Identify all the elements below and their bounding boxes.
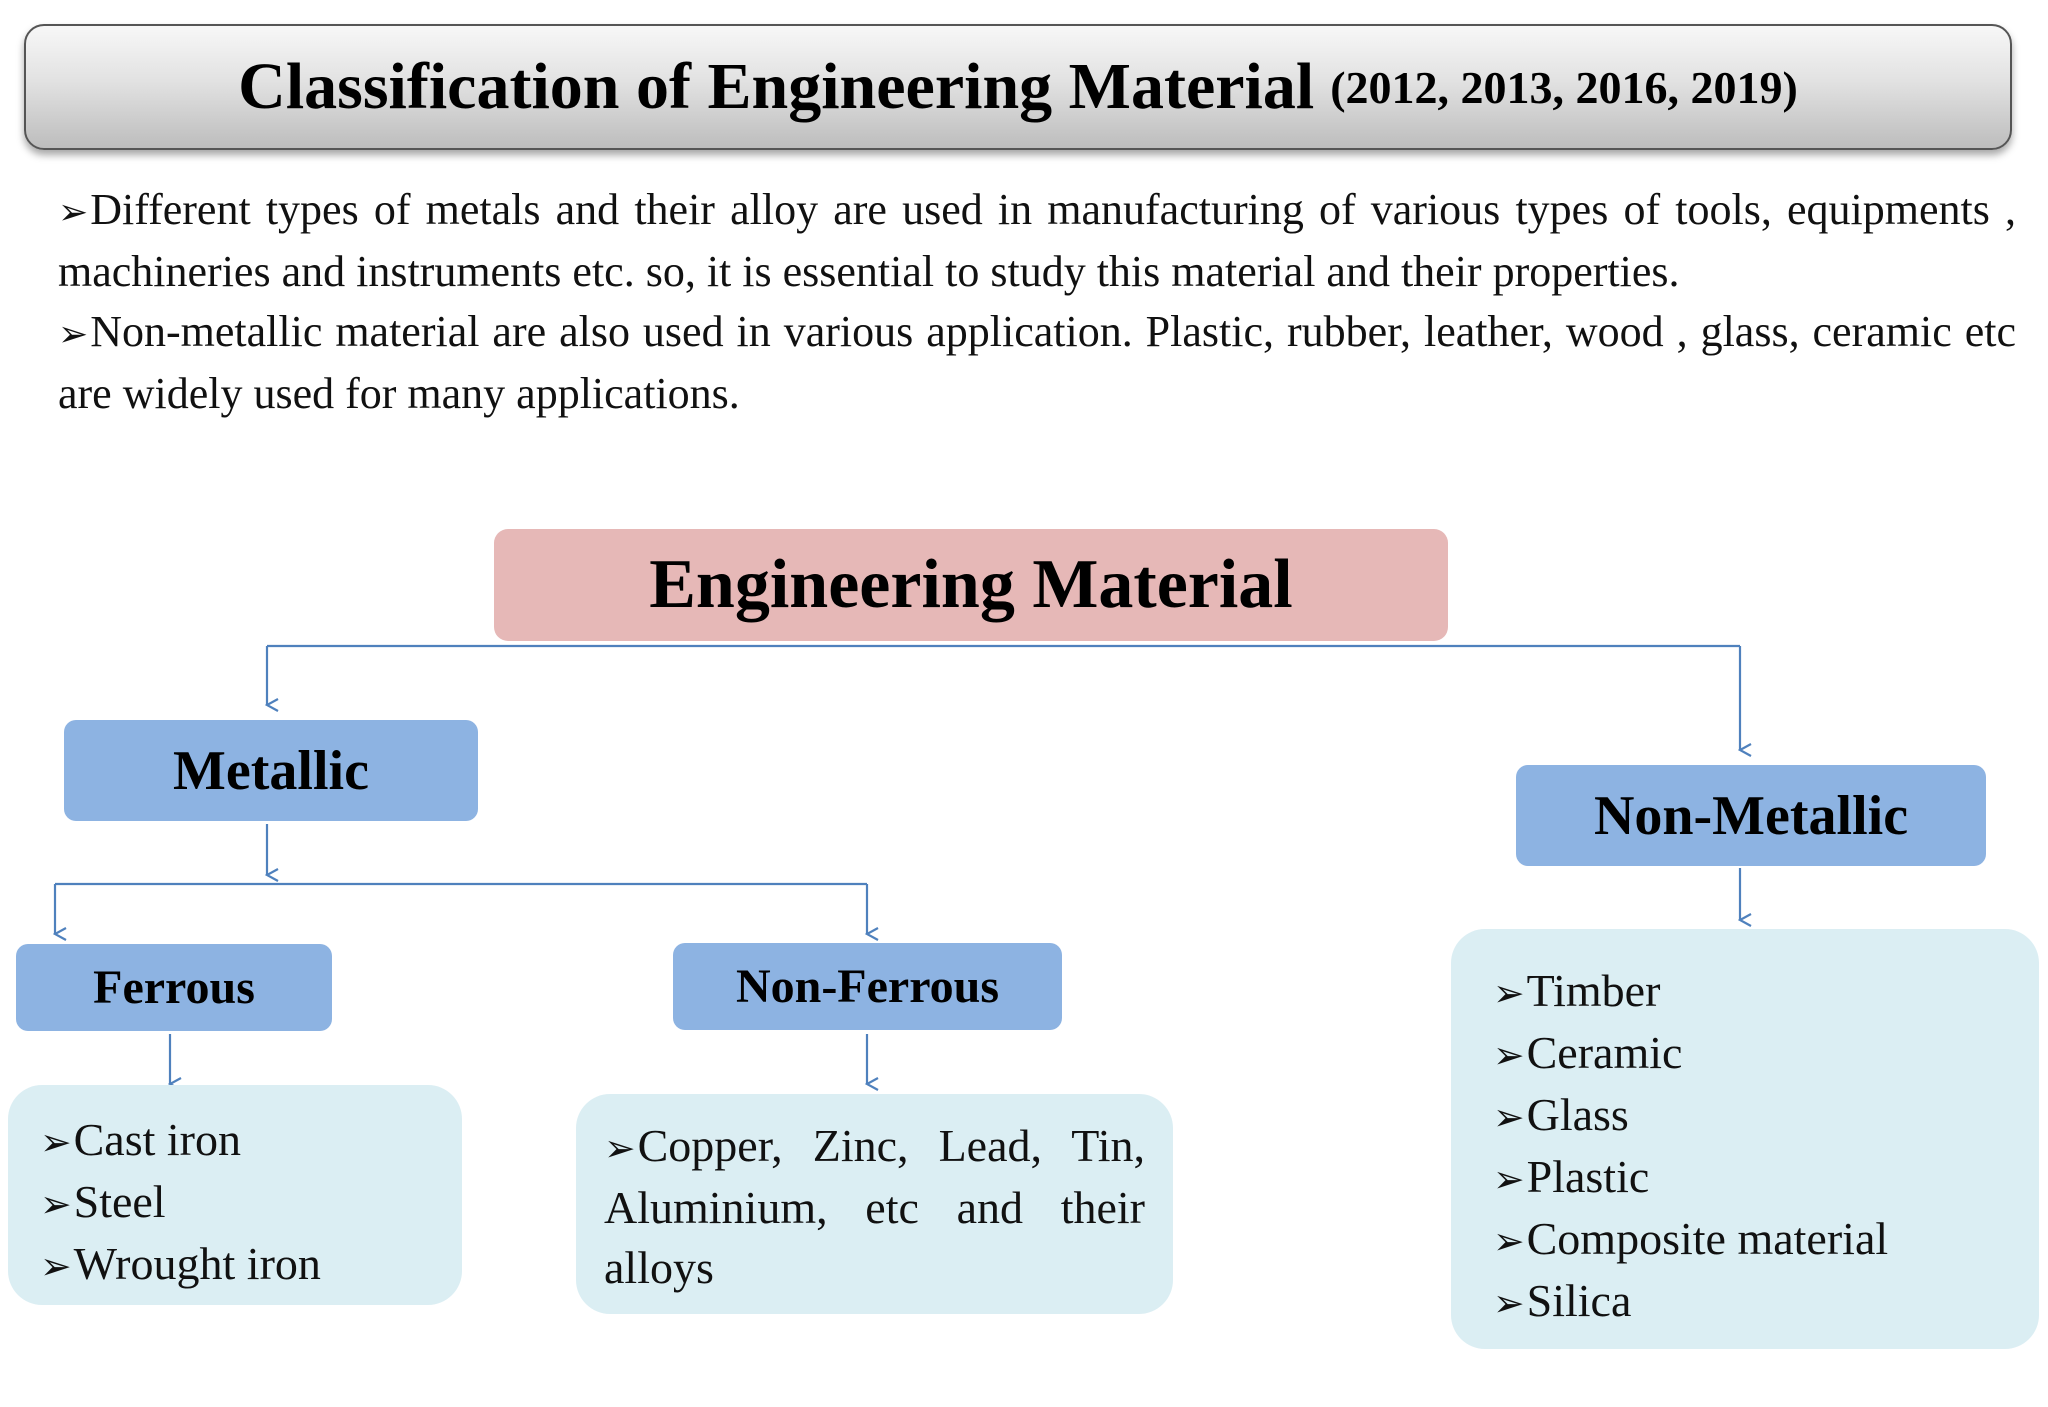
node-non-ferrous: Non-Ferrous <box>673 943 1062 1030</box>
list-item-label: Copper, Zinc, Lead, Tin, Aluminium, etc and their alloys <box>604 1120 1145 1293</box>
list-item <box>1493 1085 2039 1147</box>
arrow-bullet-icon: ➢ <box>604 1126 636 1170</box>
list-item-label: Plastic <box>1526 1151 1650 1202</box>
ferrous-list <box>8 1085 462 1305</box>
list-item <box>40 1110 462 1172</box>
arrow-bullet-icon: ➢ <box>1493 1219 1525 1263</box>
arrow-bullet-icon: ➢ <box>58 313 89 355</box>
arrow-bullet-icon: ➢ <box>1493 1157 1525 1201</box>
list-item <box>40 1234 462 1296</box>
list-item-label: Ceramic <box>1526 1027 1683 1078</box>
list-item <box>1493 1147 2039 1209</box>
node-ferrous: Ferrous <box>16 944 332 1031</box>
list-item-label: Wrought iron <box>73 1238 321 1289</box>
list-item-label: Cast iron <box>73 1114 241 1165</box>
arrow-bullet-icon: ➢ <box>40 1182 72 1226</box>
intro-paragraph-text: Different types of metals and their alloy are used in manufacturing of various types of tools, equipments , machineries and instruments etc. so, it is essential to study this material and their properties. <box>58 185 2016 296</box>
page-title: Classification of Engineering Material <box>238 50 1315 123</box>
arrow-bullet-icon: ➢ <box>40 1244 72 1288</box>
non-ferrous-list <box>576 1094 1173 1314</box>
arrow-bullet-icon: ➢ <box>58 191 89 233</box>
arrow-bullet-icon: ➢ <box>1493 1281 1525 1325</box>
list-item-label: Glass <box>1526 1089 1629 1140</box>
list-item-label: Steel <box>73 1176 166 1227</box>
title-years: (2012, 2013, 2016, 2019) <box>1330 61 1798 113</box>
node-metallic: Metallic <box>64 720 478 821</box>
list-item <box>1493 1209 2039 1271</box>
non-metallic-list <box>1451 929 2039 1349</box>
list-item <box>1493 961 2039 1023</box>
list-item-label: Composite material <box>1526 1213 1889 1264</box>
intro-paragraph-text: Non-metallic material are also used in various application. Plastic, rubber, leather, wood , glass, ceramic etc are widely used for many applications. <box>58 307 2016 418</box>
list-item <box>1493 1023 2039 1085</box>
arrow-bullet-icon: ➢ <box>1493 971 1525 1015</box>
list-item <box>1493 1271 2039 1333</box>
node-engineering-material: Engineering Material <box>494 529 1448 641</box>
list-item-label: Timber <box>1526 965 1661 1016</box>
node-non-metallic: Non-Metallic <box>1516 765 1986 866</box>
list-item <box>40 1172 462 1234</box>
list-item <box>604 1116 1145 1298</box>
arrow-bullet-icon: ➢ <box>1493 1033 1525 1077</box>
list-item-label: Silica <box>1526 1275 1632 1326</box>
arrow-bullet-icon: ➢ <box>40 1120 72 1164</box>
arrow-bullet-icon: ➢ <box>1493 1095 1525 1139</box>
